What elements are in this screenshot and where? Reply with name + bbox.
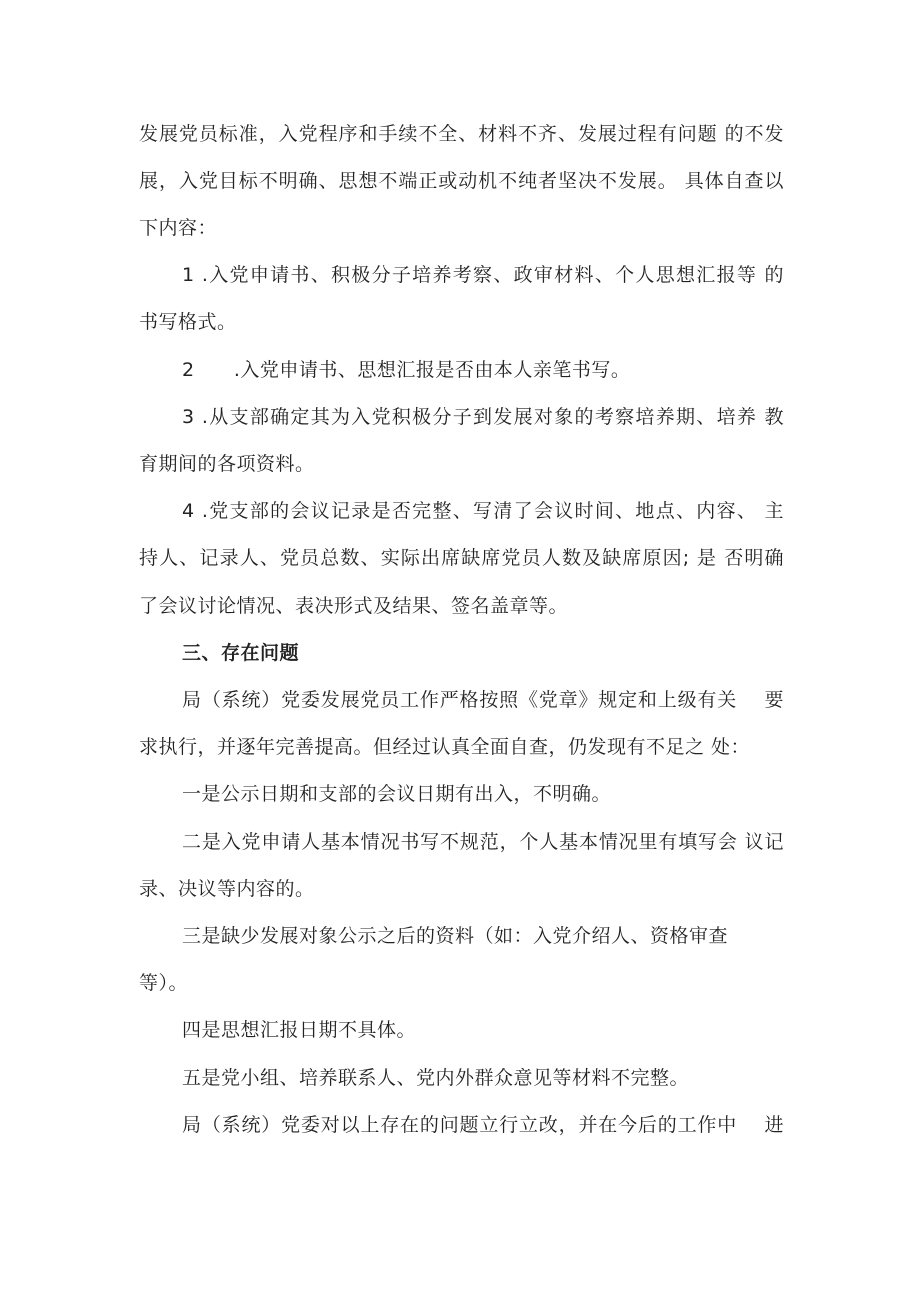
issue-item: 二是入党申请人基本情况书写不规范，个人基本情况里有填写会 议记 — [182, 831, 784, 853]
paragraph-line: 局（系统）党委对以上存在的问题立行立改，并在今后的工作中 进 — [182, 1114, 784, 1136]
issue-item: 五是党小组、培养联系人、党内外群众意见等材料不完整。 — [182, 1067, 690, 1089]
paragraph-line: 持人、记录人、党员总数、实际出席缺席党员人数及缺席原因; 是 否明确 — [139, 547, 784, 569]
issue-item: 一是公示日期和支部的会议日期有出入，不明确。 — [182, 783, 612, 805]
issue-item: 四是思想汇报日期不具体。 — [182, 1019, 417, 1041]
paragraph-line: 下内容： — [139, 217, 218, 239]
paragraph-line: 育期间的各项资料。 — [139, 453, 315, 475]
paragraph-line: 录、决议等内容的。 — [139, 878, 315, 900]
paragraph-line: 等）。 — [139, 972, 189, 994]
list-item-2: 2 .入党申请书、思想汇报是否由本人亲笔书写。 — [182, 359, 631, 381]
list-item-3: 3 .从支部确定其为入党积极分子到发展对象的考察培养期、培养 教 — [182, 406, 784, 428]
list-item-1: 1 .入党申请书、积极分子培养考察、政审材料、个人思想汇报等 的 — [182, 264, 784, 286]
paragraph-line: 局（系统）党委发展党员工作严格按照《党章》规定和上级有关 要 — [182, 689, 784, 711]
paragraph-line: 展，入党目标不明确、思想不端正或动机不纯者坚决不发展。 具体自查以 — [139, 170, 784, 192]
section-heading: 三、存在问题 — [182, 642, 300, 664]
issue-item: 三是缺少发展对象公示之后的资料（如：入党介绍人、资格审查 — [182, 925, 729, 947]
list-item-4: 4 .党支部的会议记录是否完整、写清了会议时间、地点、内容、 主 — [182, 500, 784, 522]
paragraph-line: 了会议讨论情况、表决形式及结果、签名盖章等。 — [139, 595, 569, 617]
paragraph-line: 书写格式。 — [139, 311, 237, 333]
paragraph-line: 发展党员标准，入党程序和手续不全、材料不齐、发展过程有问题 的不发 — [139, 123, 784, 145]
paragraph-line: 求执行，并逐年完善提高。但经过认真全面自查，仍发现有不足之 处： — [139, 736, 751, 758]
